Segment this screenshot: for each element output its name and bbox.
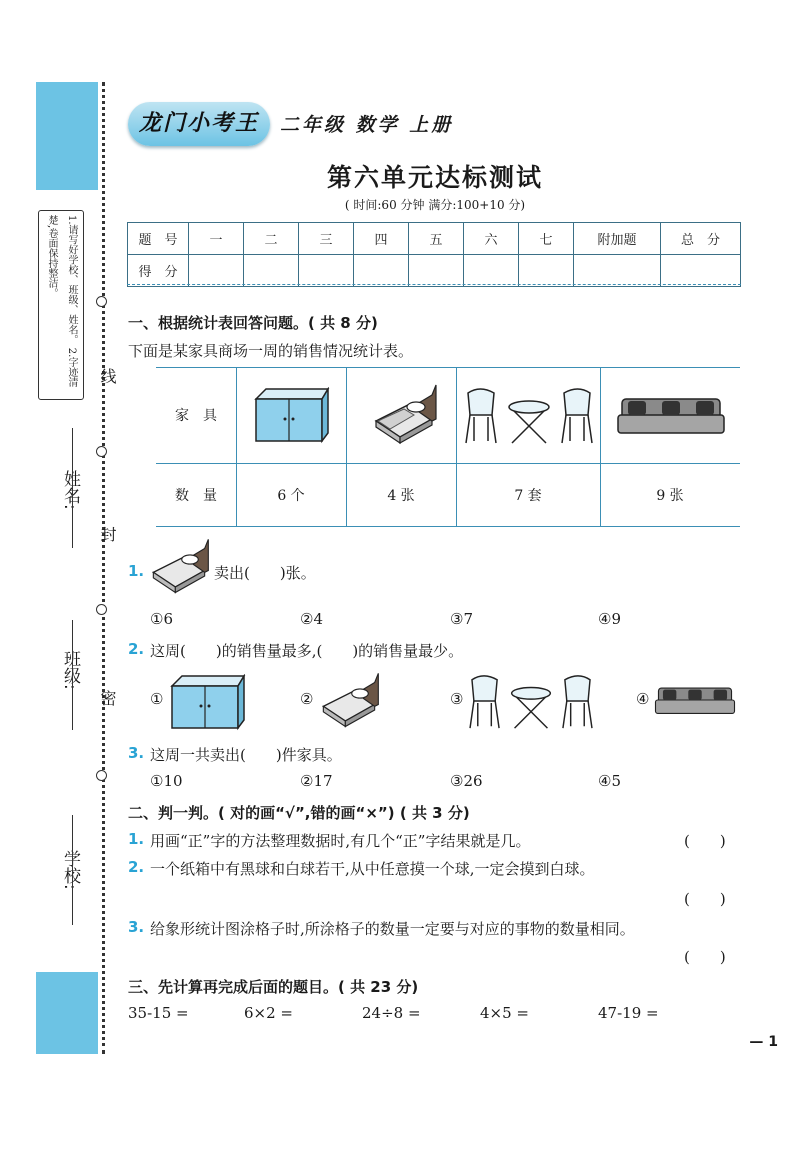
score-row <box>128 255 741 287</box>
calc-expr: 4×5 = <box>480 1004 529 1022</box>
score-header-cell: 三 <box>299 223 354 255</box>
table-rule <box>156 463 740 464</box>
score-row-label: 得 分 <box>128 255 189 287</box>
table-chairs-icon <box>466 672 596 732</box>
school-underline <box>72 815 73 925</box>
s2-q3-number: 3. <box>128 918 145 936</box>
score-header-cell: 四 <box>354 223 409 255</box>
q3-option[interactable]: ①10 <box>150 772 183 790</box>
calc-expr: 47-19 = <box>598 1004 659 1022</box>
page-title: 第六单元达标测试 <box>326 163 543 192</box>
q3-number: 3. <box>128 744 145 762</box>
s2-q2-text: 一个纸箱中有黑球和白球若干,从中任意摸一个球,一定会摸到白球。 <box>150 860 595 878</box>
table-rule <box>156 367 740 368</box>
s2-q2-answer[interactable]: ( ) <box>684 890 726 908</box>
brand-logo: 龙门小考王 <box>128 102 270 146</box>
count-cabinet: 6 个 <box>277 488 305 504</box>
s2-q3-answer[interactable]: ( ) <box>684 948 726 966</box>
score-header-cell: 总 分 <box>661 223 741 255</box>
row-label-furniture: 家 具 <box>175 408 217 424</box>
score-header-cell: 二 <box>244 223 299 255</box>
q2-option[interactable]: ③ <box>450 690 464 708</box>
score-header-cell: 七 <box>519 223 574 255</box>
binding-hole <box>96 296 107 307</box>
calc-expr: 6×2 = <box>244 1004 293 1022</box>
subject-label: 二年级 数学 上册 <box>280 114 454 136</box>
s2-q3-text: 给象形统计图涂格子时,所涂格子的数量一定要与对应的事物的数量相同。 <box>150 920 635 938</box>
q1-option[interactable]: ④9 <box>598 610 621 628</box>
cut-label-secret: 密 <box>98 690 117 706</box>
cabinet-icon <box>252 387 332 445</box>
score-cell[interactable] <box>244 255 299 287</box>
header-divider <box>127 284 741 285</box>
table-rule <box>156 526 740 527</box>
bed-icon <box>146 534 212 596</box>
count-bed: 4 张 <box>387 488 415 504</box>
notice-box <box>38 210 84 400</box>
q1-option[interactable]: ②4 <box>300 610 323 628</box>
notice-line-1: 1.请写好学校、班级、姓名。 <box>66 215 77 345</box>
score-cell[interactable] <box>519 255 574 287</box>
q1-option[interactable]: ①6 <box>150 610 173 628</box>
class-field[interactable] <box>58 650 83 690</box>
row-label-quantity: 数 量 <box>175 488 217 504</box>
calc-expr: 24÷8 = <box>362 1004 421 1022</box>
margin-blue-block-bottom <box>36 972 98 1054</box>
q2-number: 2. <box>128 640 145 658</box>
cut-label-line: 线 <box>98 368 117 384</box>
s2-q1-answer[interactable]: ( ) <box>684 832 726 850</box>
table-chairs-icon <box>462 385 596 447</box>
q1-text: 卖出( )张。 <box>214 564 316 582</box>
q2-text: 这周( )的销售量最多,( )的销售量最少。 <box>150 642 464 660</box>
sofa-icon <box>616 393 726 437</box>
s2-q1-number: 1. <box>128 830 145 848</box>
q3-option[interactable]: ③26 <box>450 772 483 790</box>
count-table-chairs: 7 套 <box>514 488 542 504</box>
bed-icon <box>316 668 382 730</box>
furniture-stats-table <box>156 367 740 527</box>
q2-option[interactable]: ④ <box>636 690 650 708</box>
score-cell[interactable] <box>354 255 409 287</box>
notice-line-2: 2.字迹清楚,卷面保持整洁。 <box>46 215 77 388</box>
section1-heading: 一、根据统计表回答问题。( 共 8 分) <box>128 314 378 332</box>
q1-option[interactable]: ③7 <box>450 610 473 628</box>
school-label: 学校: <box>60 850 80 890</box>
s2-q2-number: 2. <box>128 858 145 876</box>
section2-heading: 二、判一判。( 对的画“√”,错的画“×”) ( 共 3 分) <box>128 804 470 822</box>
score-cell[interactable] <box>299 255 354 287</box>
q3-option[interactable]: ②17 <box>300 772 333 790</box>
page-number: — 1 <box>749 1034 778 1050</box>
score-cell[interactable] <box>574 255 661 287</box>
score-header-cell: 附加题 <box>574 223 661 255</box>
class-underline <box>72 620 73 730</box>
cabinet-icon <box>168 674 248 732</box>
score-cell[interactable] <box>661 255 741 287</box>
bed-icon <box>368 381 440 445</box>
binding-hole <box>96 770 107 781</box>
score-header-cell: 一 <box>189 223 244 255</box>
name-label: 姓名: <box>60 470 80 510</box>
binding-hole <box>96 604 107 615</box>
score-table <box>127 222 741 287</box>
cut-dotted-line <box>102 82 105 1054</box>
score-header-cell: 题 号 <box>128 223 189 255</box>
name-underline <box>72 428 73 548</box>
s2-q1-text: 用画“正”字的方法整理数据时,有几个“正”字结果就是几。 <box>150 832 531 850</box>
section3-heading: 三、先计算再完成后面的题目。( 共 23 分) <box>128 978 419 996</box>
school-field[interactable] <box>58 850 83 890</box>
q1-number: 1. <box>128 562 145 580</box>
section1-intro: 下面是某家具商场一周的销售情况统计表。 <box>128 342 414 360</box>
count-sofa: 9 张 <box>656 488 684 504</box>
sofa-icon <box>654 682 736 718</box>
q2-option[interactable]: ② <box>300 690 314 708</box>
score-cell[interactable] <box>189 255 244 287</box>
score-header-cell: 六 <box>464 223 519 255</box>
score-header-row <box>128 223 741 255</box>
binding-hole <box>96 446 107 457</box>
score-cell[interactable] <box>409 255 464 287</box>
q3-option[interactable]: ④5 <box>598 772 621 790</box>
calc-expr: 35-15 = <box>128 1004 189 1022</box>
class-label: 班级: <box>60 650 80 690</box>
time-info: ( 时间:60 分钟 满分:100+10 分) <box>344 198 526 212</box>
cut-label-seal: 封 <box>98 526 117 542</box>
name-field[interactable] <box>58 470 83 510</box>
q2-option[interactable]: ① <box>150 690 164 708</box>
score-header-cell: 五 <box>409 223 464 255</box>
q3-text: 这周一共卖出( )件家具。 <box>150 746 342 764</box>
score-cell[interactable] <box>464 255 519 287</box>
